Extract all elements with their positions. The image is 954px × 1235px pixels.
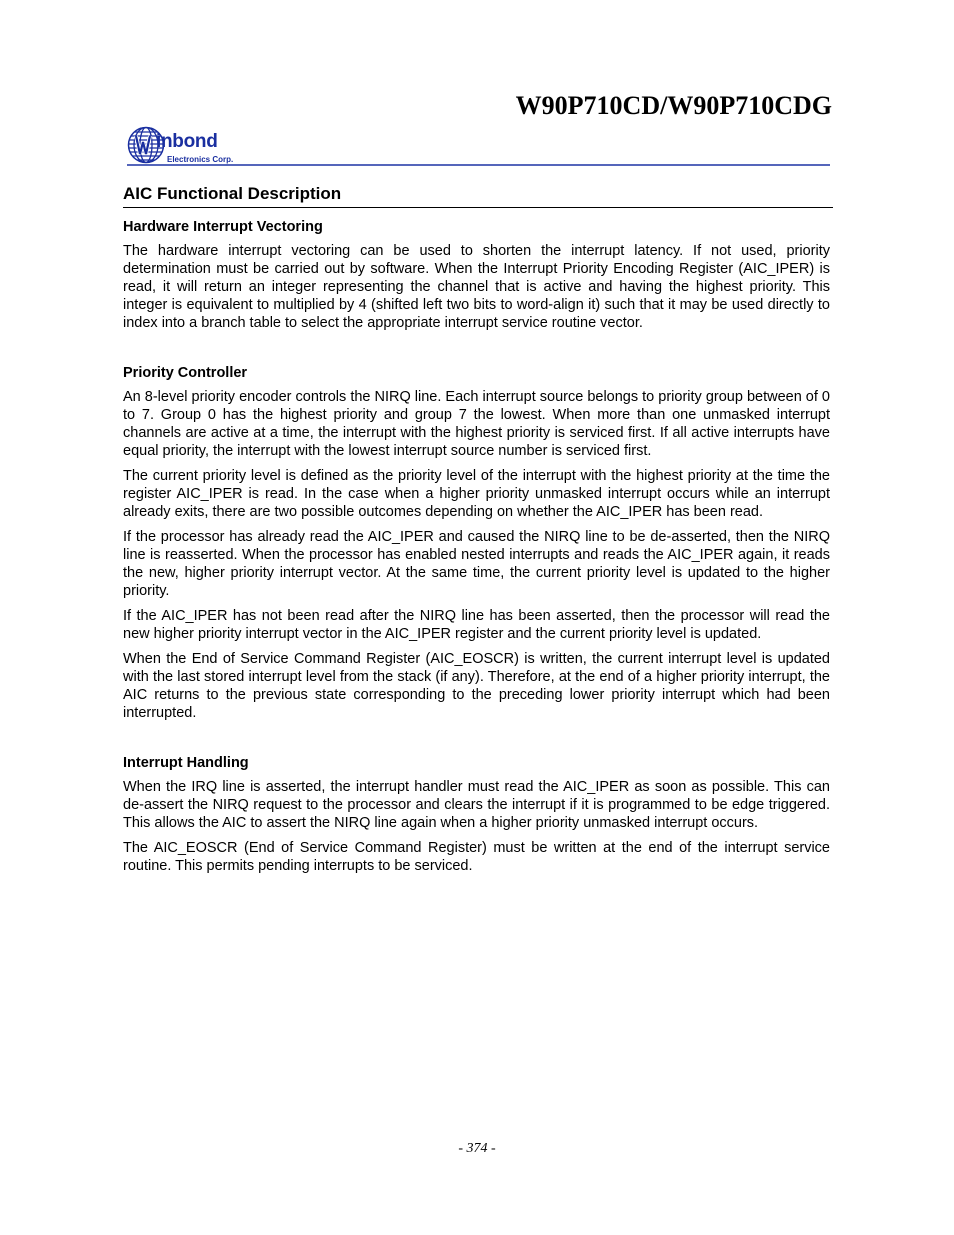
subsection-interrupt-handling — [123, 755, 830, 875]
subsection-heading: Hardware Interrupt Vectoring — [123, 219, 323, 235]
subsection-priority-controller — [123, 365, 830, 722]
section-title: AIC Functional Description — [123, 184, 833, 208]
paragraph: The current priority level is defined as the priority level of the interrupt with the highest priority at the time the register AIC_IPER is read. In the case when a higher priority unmasked interrupt occurs while an interrupt already exits, there are two possible outcomes depending on whether the AIC_IPER has been read. — [123, 468, 830, 520]
paragraph: When the IRQ line is asserted, the interrupt handler must read the AIC_IPER as soon as possible. This can de-assert the NIRQ request to the processor and clears the interrupt if it is programmed to be edge triggered. This allows the AIC to assert the NIRQ line again when a higher priority unmasked interrupt occurs. — [123, 779, 830, 831]
paragraph: An 8-level priority encoder controls the NIRQ line. Each interrupt source belongs to priority group between of 0 to 7. Group 0 has the highest priority and group 7 the lowest. When more than one unmasked interrupt channels are active at a time, the interrupt with the highest priority is serviced first. If all active interrupts have equal priority, the interrupt with the lowest interrupt source number is serviced first. — [123, 389, 830, 459]
logo-subtitle: Electronics Corp. — [167, 155, 234, 164]
paragraph: If the processor has already read the AIC_IPER and caused the NIRQ line to be de-asserted, then the NIRQ line is reasserted. When the processor has enabled nested interrupts and reads the AIC_IPER again, it reads the new, higher priority interrupt vector. At the same time, the current priority level is updated to the higher priority. — [123, 529, 830, 599]
subsection-heading: Interrupt Handling — [123, 755, 249, 771]
document-title: W90P710CD/W90P710CDG — [515, 91, 832, 120]
company-logo — [127, 126, 257, 166]
paragraph: If the AIC_IPER has not been read after the NIRQ line has been asserted, then the processor will read the new higher priority interrupt vector in the AIC_IPER register and the current priority level is updated. — [123, 608, 830, 642]
subsection-heading: Priority Controller — [123, 365, 248, 381]
paragraph: The hardware interrupt vectoring can be used to shorten the interrupt latency. If not used, priority determination must be carried out by software. When the Interrupt Priority Encoding Register (AIC_IPER) is read, it will return an integer representing the channel that is active and having the highest priority. This integer is equivalent to multiplied by 4 (shifted left two bits to word-align it) such that it may be used directly to index into a branch table to select the appropriate interrupt service routine vector. — [123, 243, 830, 331]
logo-wordmark: inbond — [156, 131, 218, 152]
page-number: - 374 - — [458, 1141, 496, 1156]
paragraph: The AIC_EOSCR (End of Service Command Register) must be written at the end of the interrupt service routine. This permits pending interrupts to be serviced. — [123, 840, 830, 874]
main-content — [123, 184, 830, 882]
header-divider — [127, 164, 830, 166]
paragraph: When the End of Service Command Register (AIC_EOSCR) is written, the current interrupt level is updated with the last stored interrupt level from the stack (if any). Therefore, at the end of a higher priority interrupt, the AIC returns to the previous state corresponding to the preceding lower priority interrupt which had been interrupted. — [123, 651, 830, 721]
subsection-hardware-interrupt-vectoring — [123, 219, 830, 332]
